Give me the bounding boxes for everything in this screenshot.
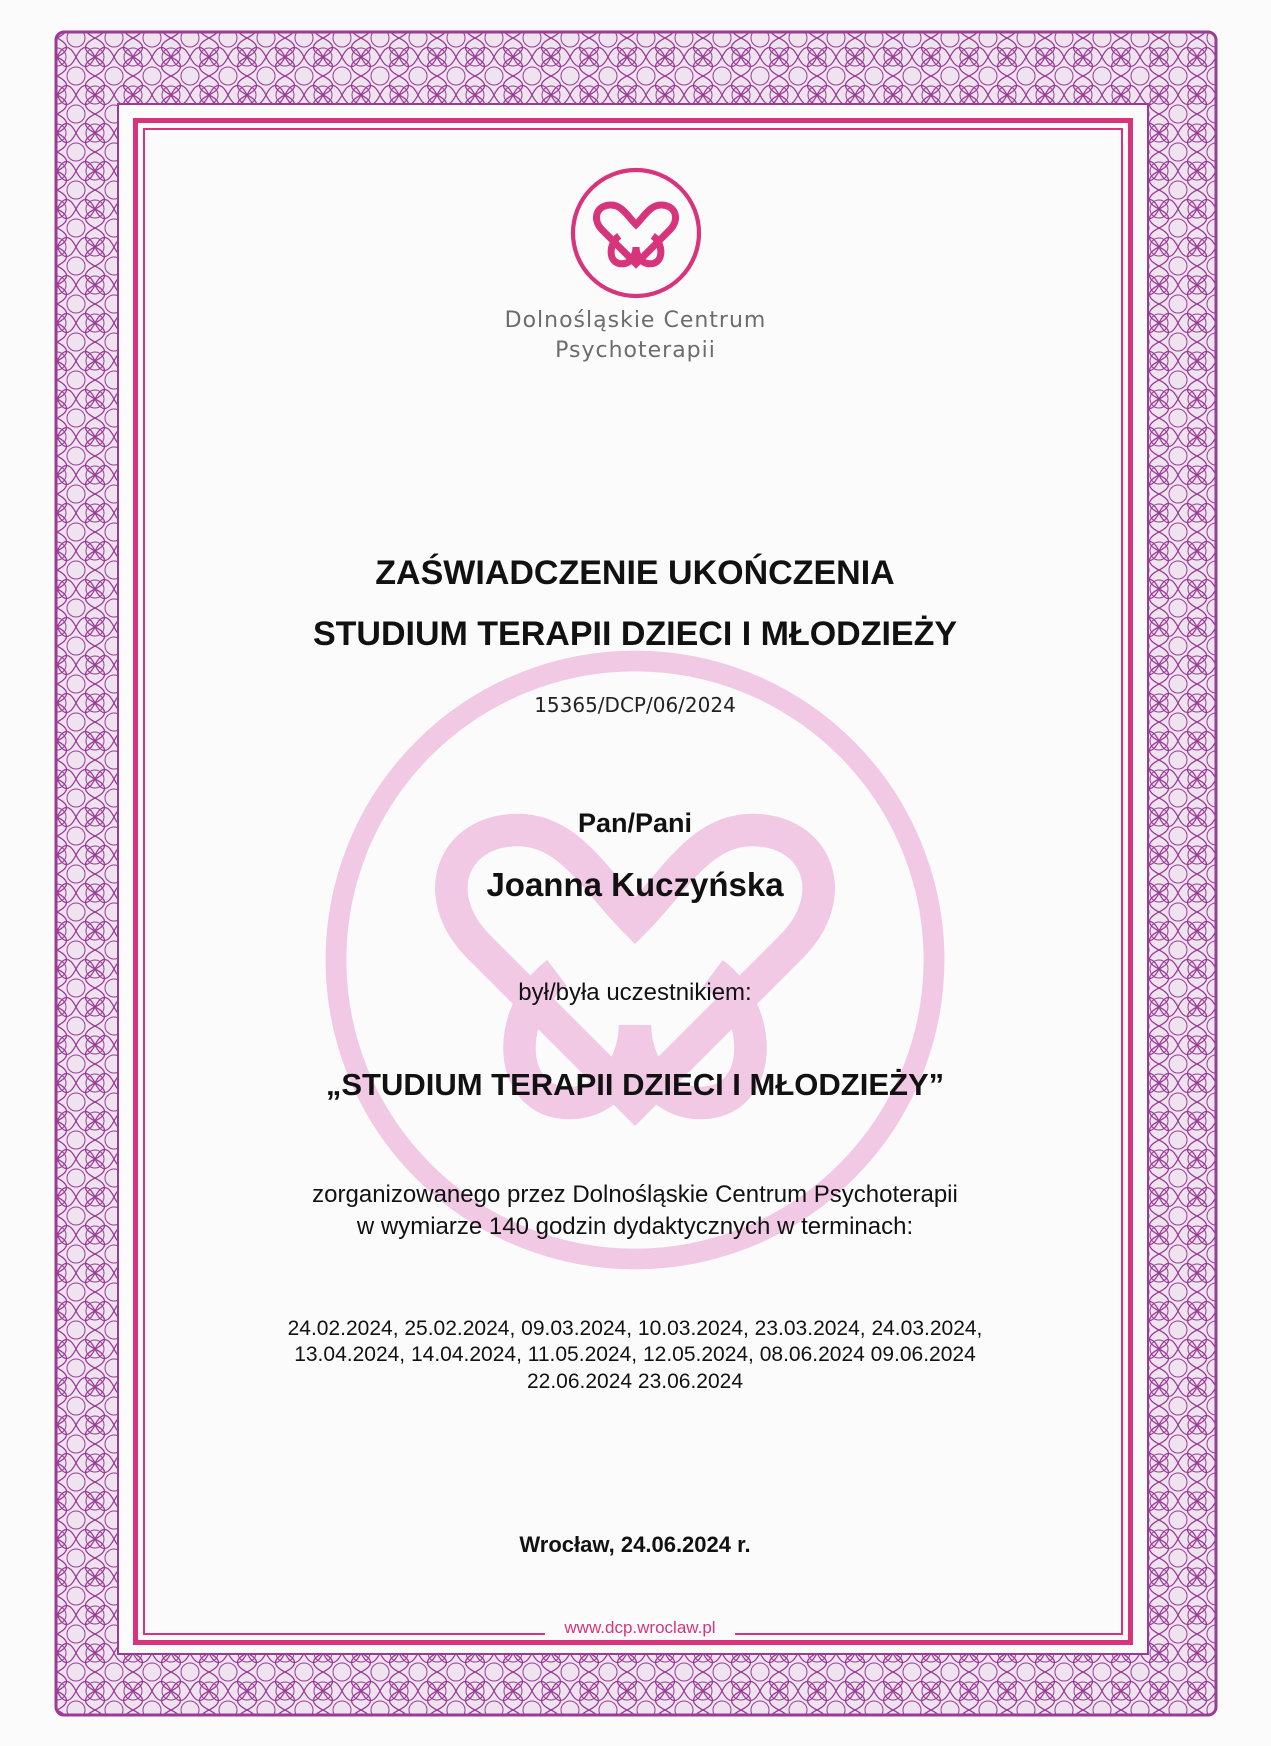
website-link[interactable]: www.dcp.wroclaw.pl xyxy=(564,1618,716,1637)
salutation: Pan/Pani xyxy=(577,808,693,838)
org-name-line2: Psychoterapii xyxy=(555,338,716,363)
recipient-name: Joanna Kuczyńska xyxy=(486,866,784,903)
certificate-title-line2: STUDIUM TERAPII DZIECI I MŁODZIEŻY xyxy=(312,615,958,653)
dates-line2: 13.04.2024, 14.04.2024, 11.05.2024, 12.05.2024, 08.06.2024 09.06.2024 xyxy=(294,1343,976,1366)
knot-heart-icon xyxy=(566,163,706,303)
body-line1: zorganizowanego przez Dolnośląskie Centrum Psychoterapii xyxy=(312,1181,958,1208)
certificate-title-line1: ZAŚWIADCZENIE UKOŃCZENIA xyxy=(375,554,895,592)
dates-line3: 22.06.2024 23.06.2024 xyxy=(526,1370,744,1393)
course-name: „STUDIUM TERAPII DZIECI I MŁODZIEŻY” xyxy=(325,1067,945,1102)
certificate-number: 15365/DCP/06/2024 xyxy=(534,693,736,717)
body-line2: w wymiarze 140 godzin dydaktycznych w terminach: xyxy=(356,1213,914,1240)
dates-line1: 24.02.2024, 25.02.2024, 09.03.2024, 10.03.2024, 23.03.2024, 24.03.2024, xyxy=(287,1317,983,1340)
org-name-line1: Dolnośląskie Centrum xyxy=(504,308,767,333)
participant-text: był/była uczestnikiem: xyxy=(518,979,752,1006)
place-and-date: Wrocław, 24.06.2024 r. xyxy=(519,1532,751,1557)
